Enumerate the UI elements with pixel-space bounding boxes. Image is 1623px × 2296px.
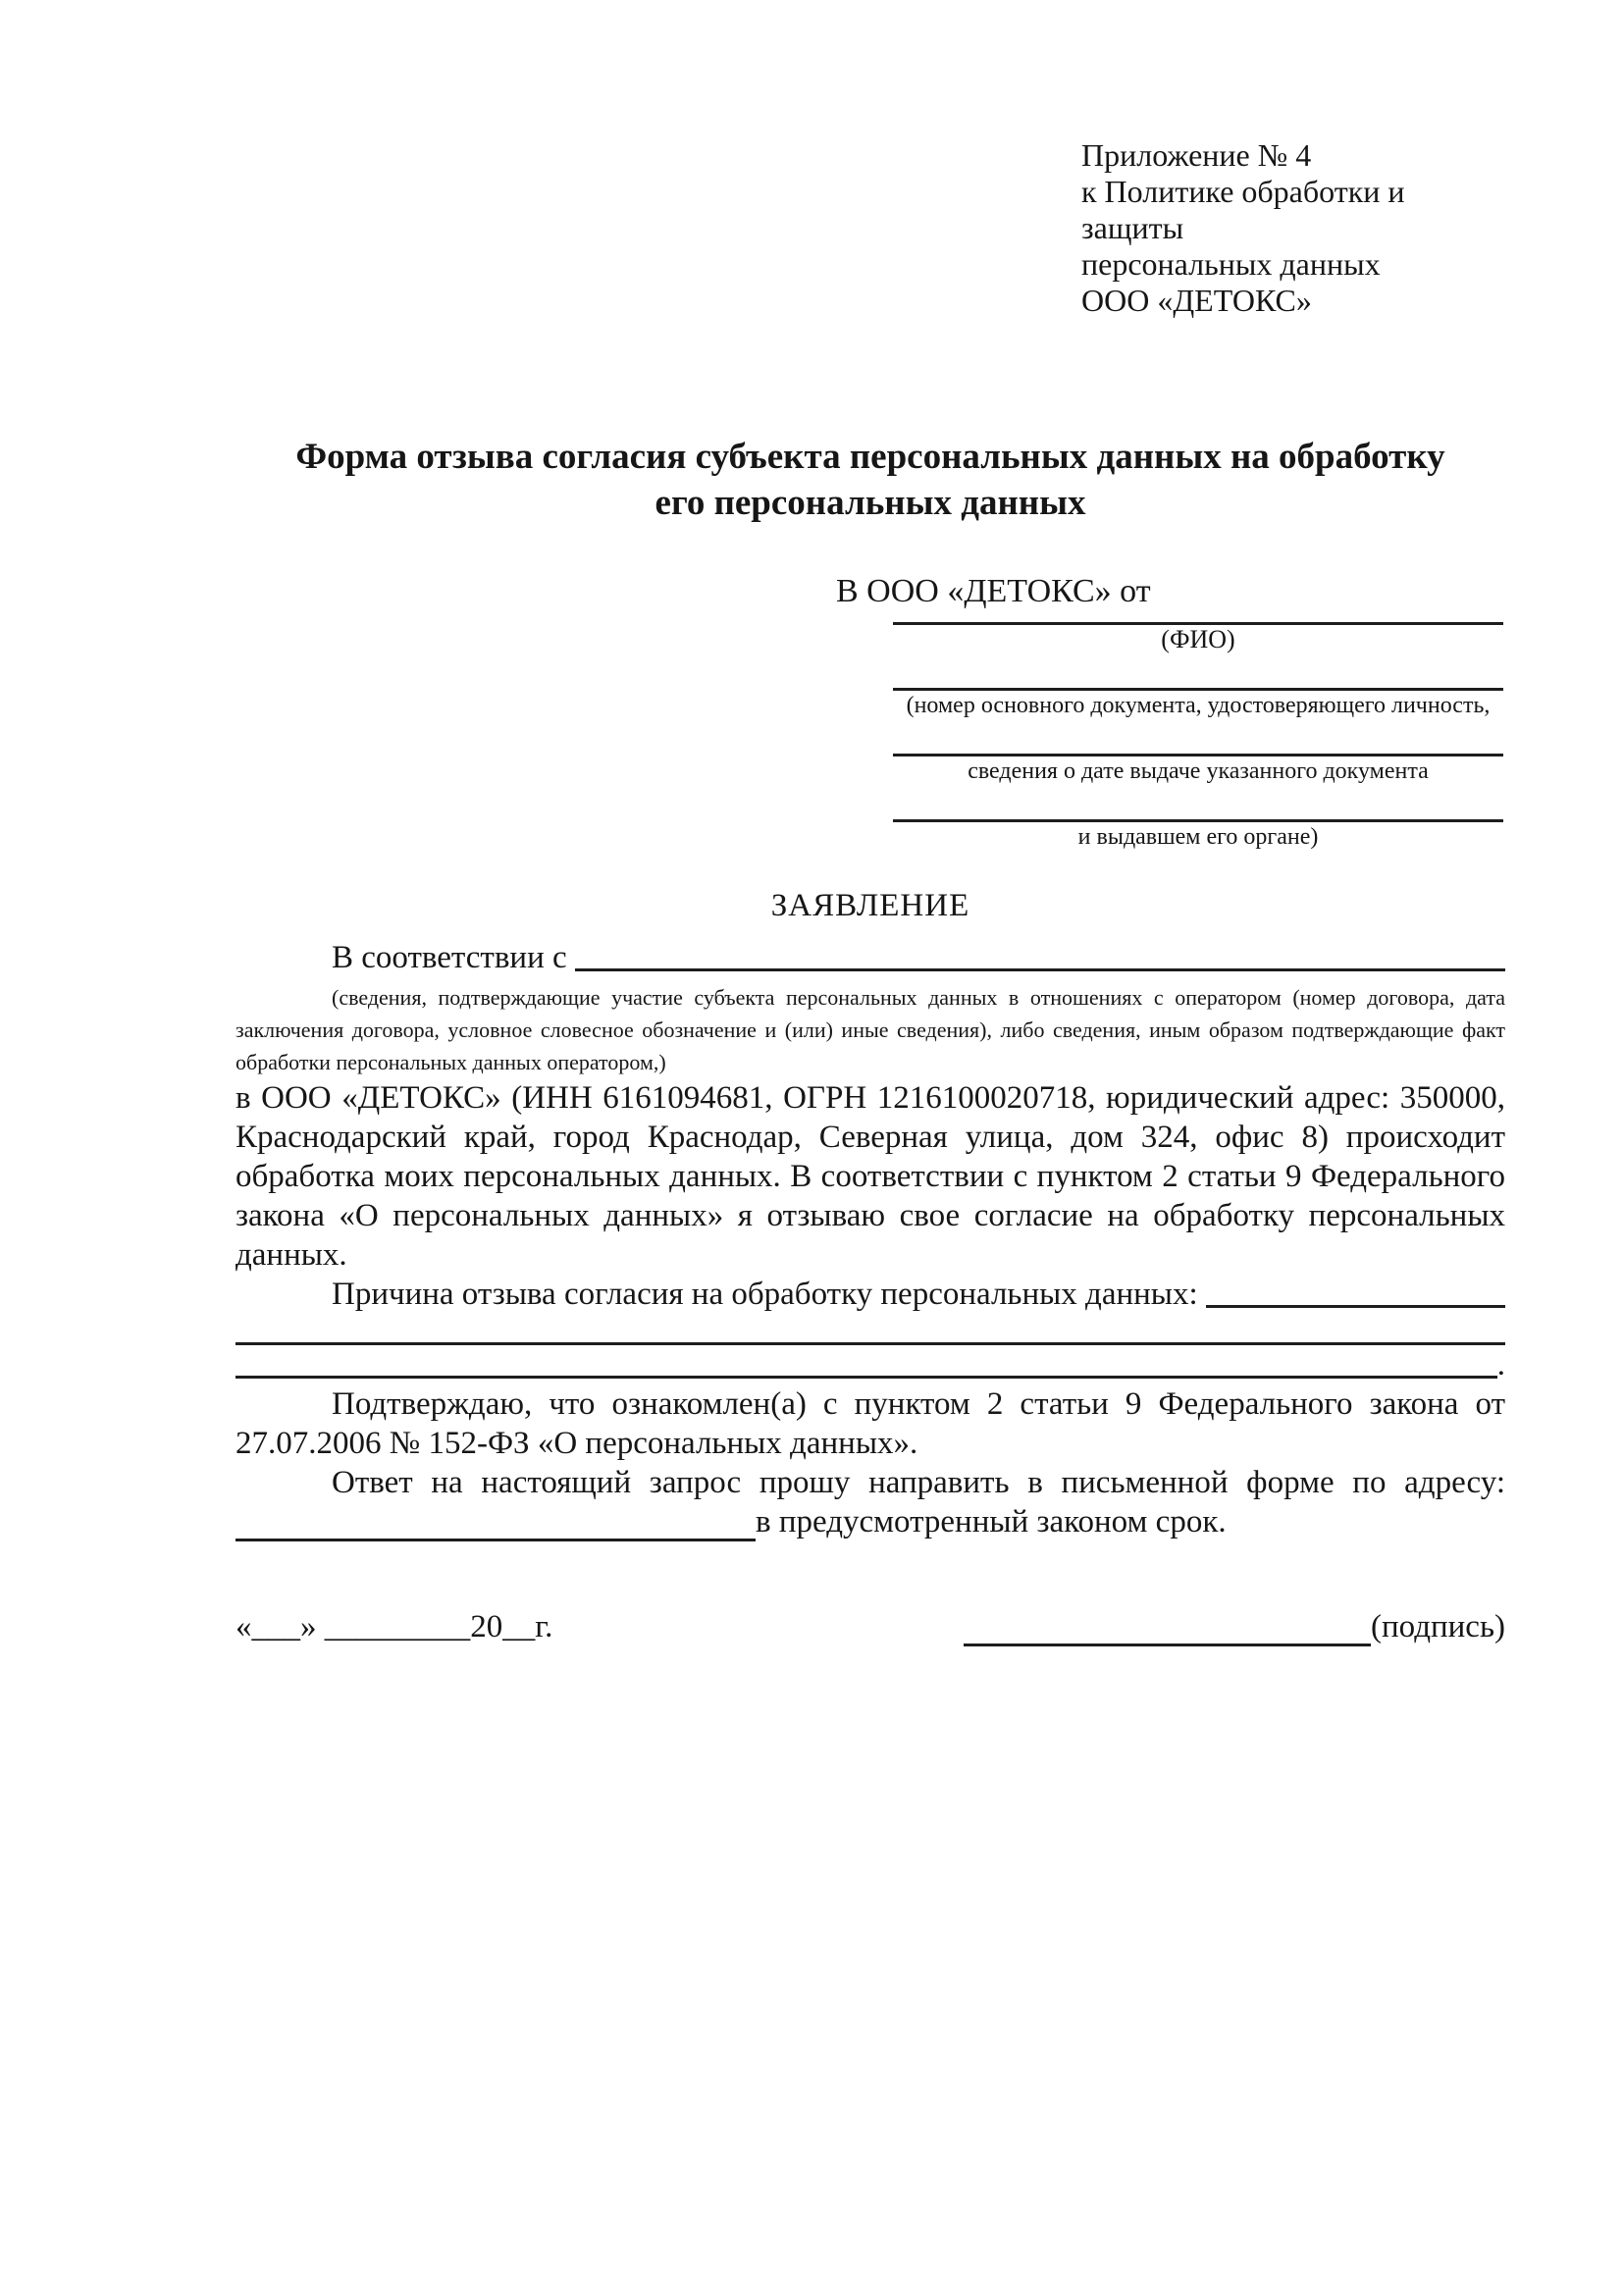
signature-caption: (подпись) bbox=[1371, 1609, 1505, 1644]
addressee-line: В ООО «ДЕТОКС» от bbox=[836, 573, 1151, 609]
date-blank[interactable]: «___» _________20__г. bbox=[236, 1609, 553, 1644]
statement-body: в ООО «ДЕТОКС» (ИНН 6161094681, ОГРН 1216100020718, юридический адрес: 350000, Краснодарский край, город Краснодар, Северная улица, дом 324, офис 8) происходит обработка моих персональных данных. В соответствии с пунктом 2 статьи 9 Федерального закона «О персональных данных» я отзываю свое согласие на обработку персональных данных. bbox=[236, 1080, 1505, 1273]
row-spacer bbox=[552, 1607, 964, 1646]
fio-caption: (ФИО) bbox=[1161, 625, 1235, 653]
reason-prefix: Причина отзыва согласия на обработку персональных данных: bbox=[332, 1277, 1206, 1312]
reply-address-row bbox=[236, 1502, 1505, 1541]
reply-request-line: Ответ на настоящий запрос прошу направить в письменной форме по адресу: bbox=[332, 1465, 1505, 1500]
form-title-line-1: Форма отзыва согласия субъекта персональных данных на обработку bbox=[295, 437, 1445, 477]
paragraph-indent bbox=[236, 938, 332, 977]
basis-blank[interactable] bbox=[575, 938, 1505, 971]
reason-blank-row-2 bbox=[236, 1345, 1505, 1384]
confirmation-paragraph: Подтверждаю, что ознакомлен(а) с пунктом 2 статьи 9 Федерального закона от 27.07.2006 № 152-ФЗ «О персональных данных». bbox=[236, 1386, 1505, 1461]
reason-end-punctuation: . bbox=[1496, 1347, 1505, 1383]
appendix-line: персональных данных bbox=[1081, 246, 1381, 282]
statement-heading: ЗАЯВЛЕНИЕ bbox=[770, 888, 970, 923]
issue-date-caption: сведения о дате выдаче указанного документа bbox=[968, 758, 1429, 784]
document-number-caption: (номер основного документа, удостоверяющего личность, bbox=[906, 693, 1491, 718]
basis-row bbox=[236, 938, 1505, 977]
reason-blank[interactable] bbox=[1206, 1275, 1505, 1308]
appendix-header bbox=[1081, 137, 1505, 319]
appendix-line: ООО «ДЕТОКС» bbox=[1081, 283, 1312, 318]
document-content bbox=[236, 0, 1505, 1646]
reason-row bbox=[236, 1275, 1505, 1314]
form-title-line-2: его персональных данных bbox=[654, 483, 1086, 523]
document-number-field bbox=[893, 688, 1503, 720]
address-blank[interactable] bbox=[236, 1502, 756, 1541]
basis-footnote: (сведения, подтверждающие участие субъекта персональных данных в отношениях с оператором (номер договора, дата заключения договора, условное словесное обозначение и (или) иные сведения), либо сведения, иным образом подтверждающие факт обработки персональных данных оператором,) bbox=[236, 985, 1505, 1074]
issue-date-field bbox=[893, 754, 1503, 786]
basis-prefix: В соответствии с bbox=[332, 940, 575, 975]
appendix-line: Приложение № 4 bbox=[1081, 137, 1312, 173]
issuing-authority-caption: и выдавшем его органе) bbox=[1077, 824, 1319, 850]
signature-blank[interactable] bbox=[964, 1607, 1371, 1646]
form-title bbox=[236, 434, 1505, 526]
date-signature-row bbox=[236, 1607, 1505, 1646]
paragraph-indent bbox=[236, 1275, 332, 1314]
reason-blank-line-2[interactable] bbox=[236, 1345, 1497, 1379]
issuing-authority-field bbox=[893, 819, 1503, 852]
fio-field bbox=[893, 622, 1503, 654]
reply-suffix: в предусмотренный законом срок. bbox=[756, 1504, 1227, 1539]
appendix-line: к Политике обработки и защиты bbox=[1081, 174, 1405, 245]
